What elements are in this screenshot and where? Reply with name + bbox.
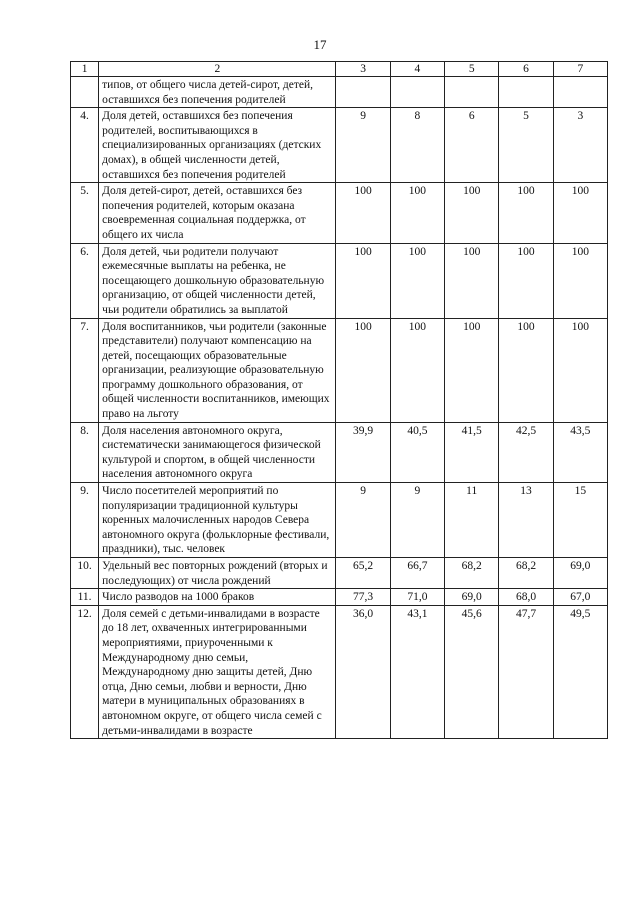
table-row bbox=[71, 589, 608, 606]
value-cell: 100 bbox=[499, 243, 553, 318]
value-cell: 66,7 bbox=[390, 558, 444, 589]
value-cell: 43,1 bbox=[390, 605, 444, 738]
value-cell bbox=[336, 77, 390, 108]
value-cell: 65,2 bbox=[336, 558, 390, 589]
table-row bbox=[71, 77, 608, 108]
value-cell: 100 bbox=[445, 318, 499, 422]
value-cell: 9 bbox=[336, 483, 390, 558]
header-cell: 1 bbox=[71, 62, 99, 77]
table-row bbox=[71, 318, 608, 422]
value-cell: 9 bbox=[336, 108, 390, 183]
value-cell bbox=[390, 77, 444, 108]
indicator-name: Доля воспитанников, чьи родители (законные представители) получают компенсацию на детей, посещающих образовательные организации, реализующие образовательную программу дошкольного образования, от общей численности воспитанников, имеющих право на льготу bbox=[99, 318, 336, 422]
row-number: 8. bbox=[71, 422, 99, 482]
value-cell: 100 bbox=[499, 183, 553, 243]
indicator-name: Доля детей, чьи родители получают ежемесячные выплаты на ребенка, не посещающего дошкольную образовательную организацию, от общей численности детей, чьи родители обратились за выплатой bbox=[99, 243, 336, 318]
value-cell bbox=[445, 77, 499, 108]
indicator-name: Доля детей-сирот, детей, оставшихся без попечения родителей, которым оказана своевременная социальная поддержка, от общего их числа bbox=[99, 183, 336, 243]
value-cell: 45,6 bbox=[445, 605, 499, 738]
value-cell: 68,0 bbox=[499, 589, 553, 606]
table-row bbox=[71, 108, 608, 183]
header-cell: 2 bbox=[99, 62, 336, 77]
value-cell: 100 bbox=[553, 243, 607, 318]
indicator-name: Число посетителей мероприятий по популяризации традиционной культуры коренных малочисленных народов Севера автономного округа (фольклорные фестивали, праздники), тыс. человек bbox=[99, 483, 336, 558]
table-row bbox=[71, 558, 608, 589]
value-cell: 100 bbox=[390, 243, 444, 318]
value-cell: 41,5 bbox=[445, 422, 499, 482]
table-row bbox=[71, 422, 608, 482]
indicator-name: Доля населения автономного округа, систематически занимающегося физической культурой и спортом, в общей численности населения автономного округа bbox=[99, 422, 336, 482]
value-cell: 36,0 bbox=[336, 605, 390, 738]
value-cell: 11 bbox=[445, 483, 499, 558]
value-cell: 8 bbox=[390, 108, 444, 183]
value-cell: 43,5 bbox=[553, 422, 607, 482]
value-cell: 77,3 bbox=[336, 589, 390, 606]
value-cell bbox=[499, 77, 553, 108]
value-cell: 100 bbox=[553, 318, 607, 422]
value-cell: 68,2 bbox=[499, 558, 553, 589]
row-number: 6. bbox=[71, 243, 99, 318]
value-cell: 68,2 bbox=[445, 558, 499, 589]
value-cell: 100 bbox=[553, 183, 607, 243]
value-cell: 13 bbox=[499, 483, 553, 558]
row-number: 5. bbox=[71, 183, 99, 243]
value-cell: 100 bbox=[445, 243, 499, 318]
header-cell: 4 bbox=[390, 62, 444, 77]
indicator-name: Число разводов на 1000 браков bbox=[99, 589, 336, 606]
table-row bbox=[71, 183, 608, 243]
indicator-name: Доля семей с детьми-инвалидами в возрасте до 18 лет, охваченных интегрированными мероприятиями, приуроченными к Международному дню семьи, Международному дню защиты детей, Дню отца, Дню семьи, любви и верности, Дню матери в муниципальных образованиях в автономном округе, от общего числа семей с детьми-инвалидами в возрасте bbox=[99, 605, 336, 738]
row-number: 9. bbox=[71, 483, 99, 558]
header-cell: 3 bbox=[336, 62, 390, 77]
header-cell: 7 bbox=[553, 62, 607, 77]
value-cell: 100 bbox=[336, 183, 390, 243]
row-number: 10. bbox=[71, 558, 99, 589]
value-cell: 5 bbox=[499, 108, 553, 183]
row-number: 7. bbox=[71, 318, 99, 422]
value-cell: 71,0 bbox=[390, 589, 444, 606]
table-body bbox=[71, 62, 608, 739]
row-number: 4. bbox=[71, 108, 99, 183]
table-row bbox=[71, 243, 608, 318]
row-number bbox=[71, 77, 99, 108]
indicator-name: Доля детей, оставшихся без попечения родителей, воспитывающихся в специализированных организациях (детских домах), в общей численности детей, оставшихся без попечения родителей bbox=[99, 108, 336, 183]
indicator-table bbox=[70, 61, 608, 739]
value-cell: 39,9 bbox=[336, 422, 390, 482]
value-cell: 100 bbox=[390, 183, 444, 243]
value-cell: 47,7 bbox=[499, 605, 553, 738]
value-cell: 40,5 bbox=[390, 422, 444, 482]
value-cell: 100 bbox=[445, 183, 499, 243]
value-cell: 42,5 bbox=[499, 422, 553, 482]
row-number: 11. bbox=[71, 589, 99, 606]
indicator-name: типов, от общего числа детей-сирот, детей, оставшихся без попечения родителей bbox=[99, 77, 336, 108]
indicator-name: Удельный вес повторных рождений (вторых и последующих) от числа рождений bbox=[99, 558, 336, 589]
value-cell: 9 bbox=[390, 483, 444, 558]
value-cell: 100 bbox=[336, 318, 390, 422]
header-row bbox=[71, 62, 608, 77]
header-cell: 5 bbox=[445, 62, 499, 77]
value-cell: 6 bbox=[445, 108, 499, 183]
table-row bbox=[71, 605, 608, 738]
page-number: 17 bbox=[313, 37, 327, 52]
value-cell: 15 bbox=[553, 483, 607, 558]
value-cell: 49,5 bbox=[553, 605, 607, 738]
value-cell: 3 bbox=[553, 108, 607, 183]
value-cell bbox=[553, 77, 607, 108]
value-cell: 100 bbox=[336, 243, 390, 318]
table-row bbox=[71, 483, 608, 558]
row-number: 12. bbox=[71, 605, 99, 738]
value-cell: 69,0 bbox=[445, 589, 499, 606]
value-cell: 69,0 bbox=[553, 558, 607, 589]
header-cell: 6 bbox=[499, 62, 553, 77]
value-cell: 100 bbox=[499, 318, 553, 422]
value-cell: 67,0 bbox=[553, 589, 607, 606]
value-cell: 100 bbox=[390, 318, 444, 422]
